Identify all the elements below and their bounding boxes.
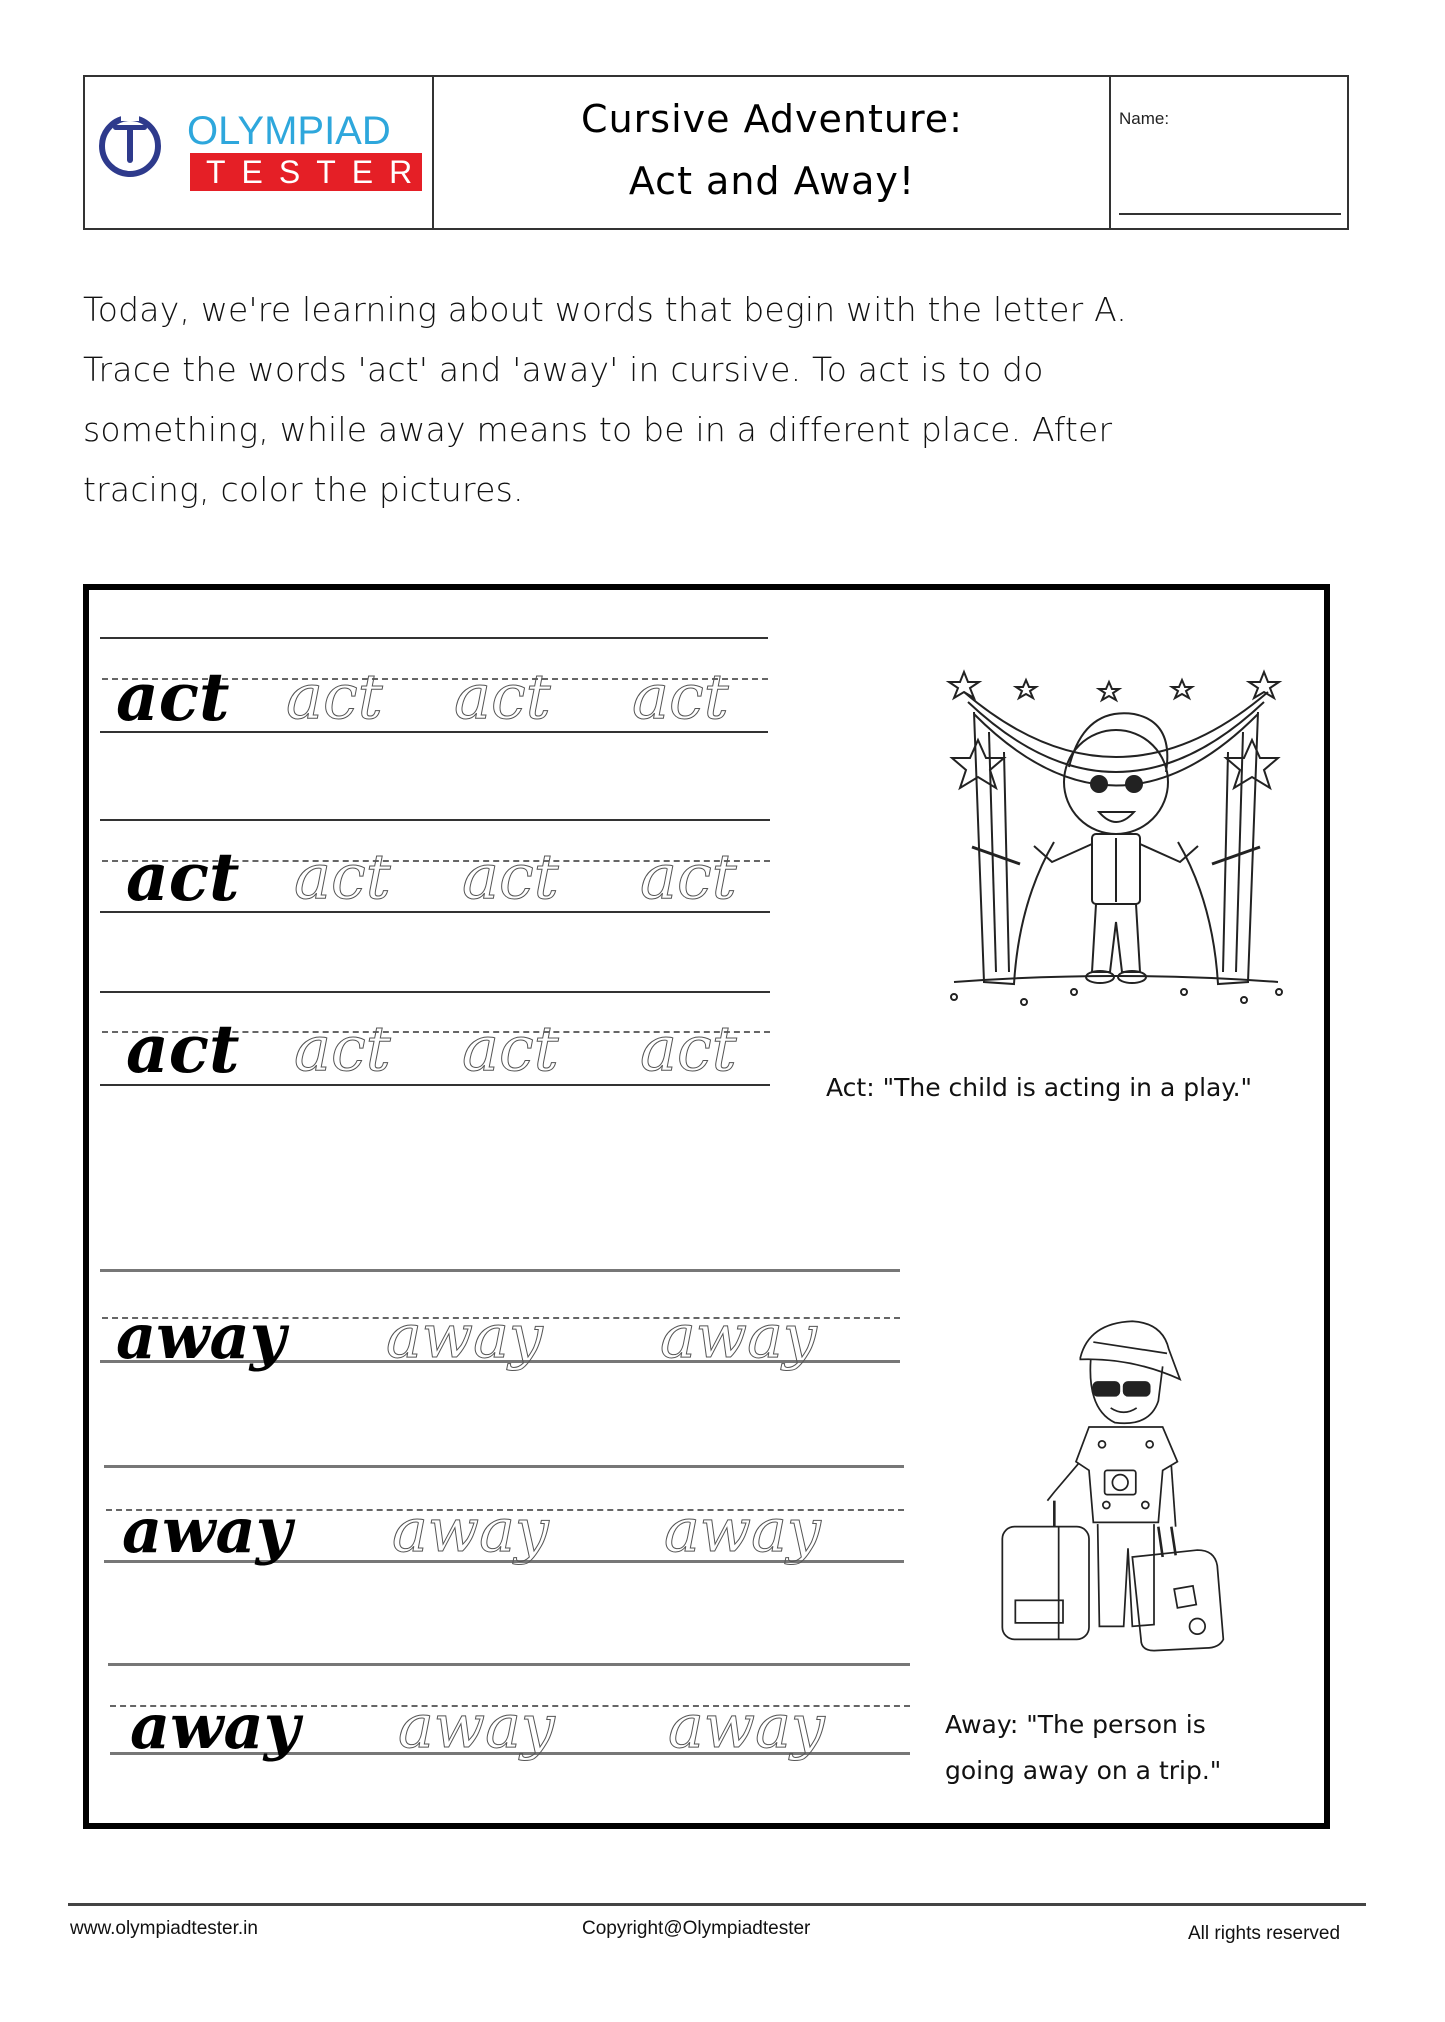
footer-divider (68, 1903, 1366, 1906)
logo-t-stem (127, 125, 133, 163)
trace-word-act[interactable]: act (640, 1012, 737, 1085)
away-caption-line: Away: "The person is (945, 1710, 1206, 1739)
instruction-line: Today, we're learning about words that begin with the letter A. (83, 290, 1127, 329)
model-word-act: act (126, 838, 240, 916)
worksheet-header (83, 75, 1349, 230)
away-caption-line: going away on a trip." (945, 1756, 1222, 1785)
model-word-away: away (116, 1300, 286, 1373)
top-line (104, 1465, 904, 1468)
top-line (100, 991, 770, 993)
tourist-with-suitcases-illustration (985, 1279, 1245, 1679)
olympiad-tester-logo (99, 109, 429, 193)
model-word-away: away (122, 1494, 292, 1567)
trace-word-act[interactable]: act (294, 840, 391, 913)
top-line (100, 1269, 900, 1272)
logo-ring-gap (121, 111, 139, 121)
logo-olympiad-text: OLYMPIAD (187, 109, 391, 153)
footer-rights: All rights reserved (1188, 1923, 1341, 1944)
instruction-line: something, while away means to be in a different place. After (83, 410, 1113, 449)
trace-word-act[interactable]: act (294, 1012, 391, 1085)
model-word-act: act (116, 658, 230, 736)
away-caption (945, 1702, 1221, 1794)
trace-word-act[interactable]: act (640, 840, 737, 913)
top-line (100, 819, 770, 821)
instructions-paragraph (83, 280, 1363, 520)
instruction-line: tracing, color the pictures. (83, 470, 524, 509)
top-line (108, 1663, 910, 1666)
logo-tester-text: TESTER (206, 154, 429, 190)
top-line (100, 637, 768, 639)
title-line-2: Act and Away! (628, 159, 916, 203)
trace-word-act[interactable]: act (462, 840, 559, 913)
act-caption: Act: "The child is acting in a play." (826, 1073, 1253, 1102)
trace-word-away[interactable]: away (398, 1692, 555, 1762)
trace-word-act[interactable]: act (286, 660, 383, 733)
trace-word-away[interactable]: away (660, 1302, 817, 1372)
footer-copyright: Copyright@Olympiadtester (582, 1918, 811, 1939)
trace-word-act[interactable]: act (632, 660, 729, 733)
trace-word-away[interactable]: away (668, 1692, 825, 1762)
trace-word-away[interactable]: away (392, 1496, 549, 1566)
model-word-away: away (130, 1690, 300, 1763)
name-label: Name: (1119, 109, 1170, 128)
trace-word-act[interactable]: act (462, 1012, 559, 1085)
trace-word-act[interactable]: act (454, 660, 551, 733)
child-acting-on-stage-illustration (934, 652, 1298, 1012)
footer-website-link[interactable]: www.olympiadtester.in (70, 1918, 258, 1939)
trace-word-away[interactable]: away (386, 1302, 543, 1372)
model-word-act: act (126, 1010, 240, 1088)
trace-word-away[interactable]: away (664, 1496, 821, 1566)
logo-tester-banner (190, 153, 429, 191)
name-field-line[interactable] (1119, 213, 1341, 215)
header-divider (1109, 77, 1111, 228)
instruction-line: Trace the words 'act' and 'away' in cursive. To act is to do (83, 350, 1044, 389)
title-line-1: Cursive Adventure: (581, 97, 963, 141)
